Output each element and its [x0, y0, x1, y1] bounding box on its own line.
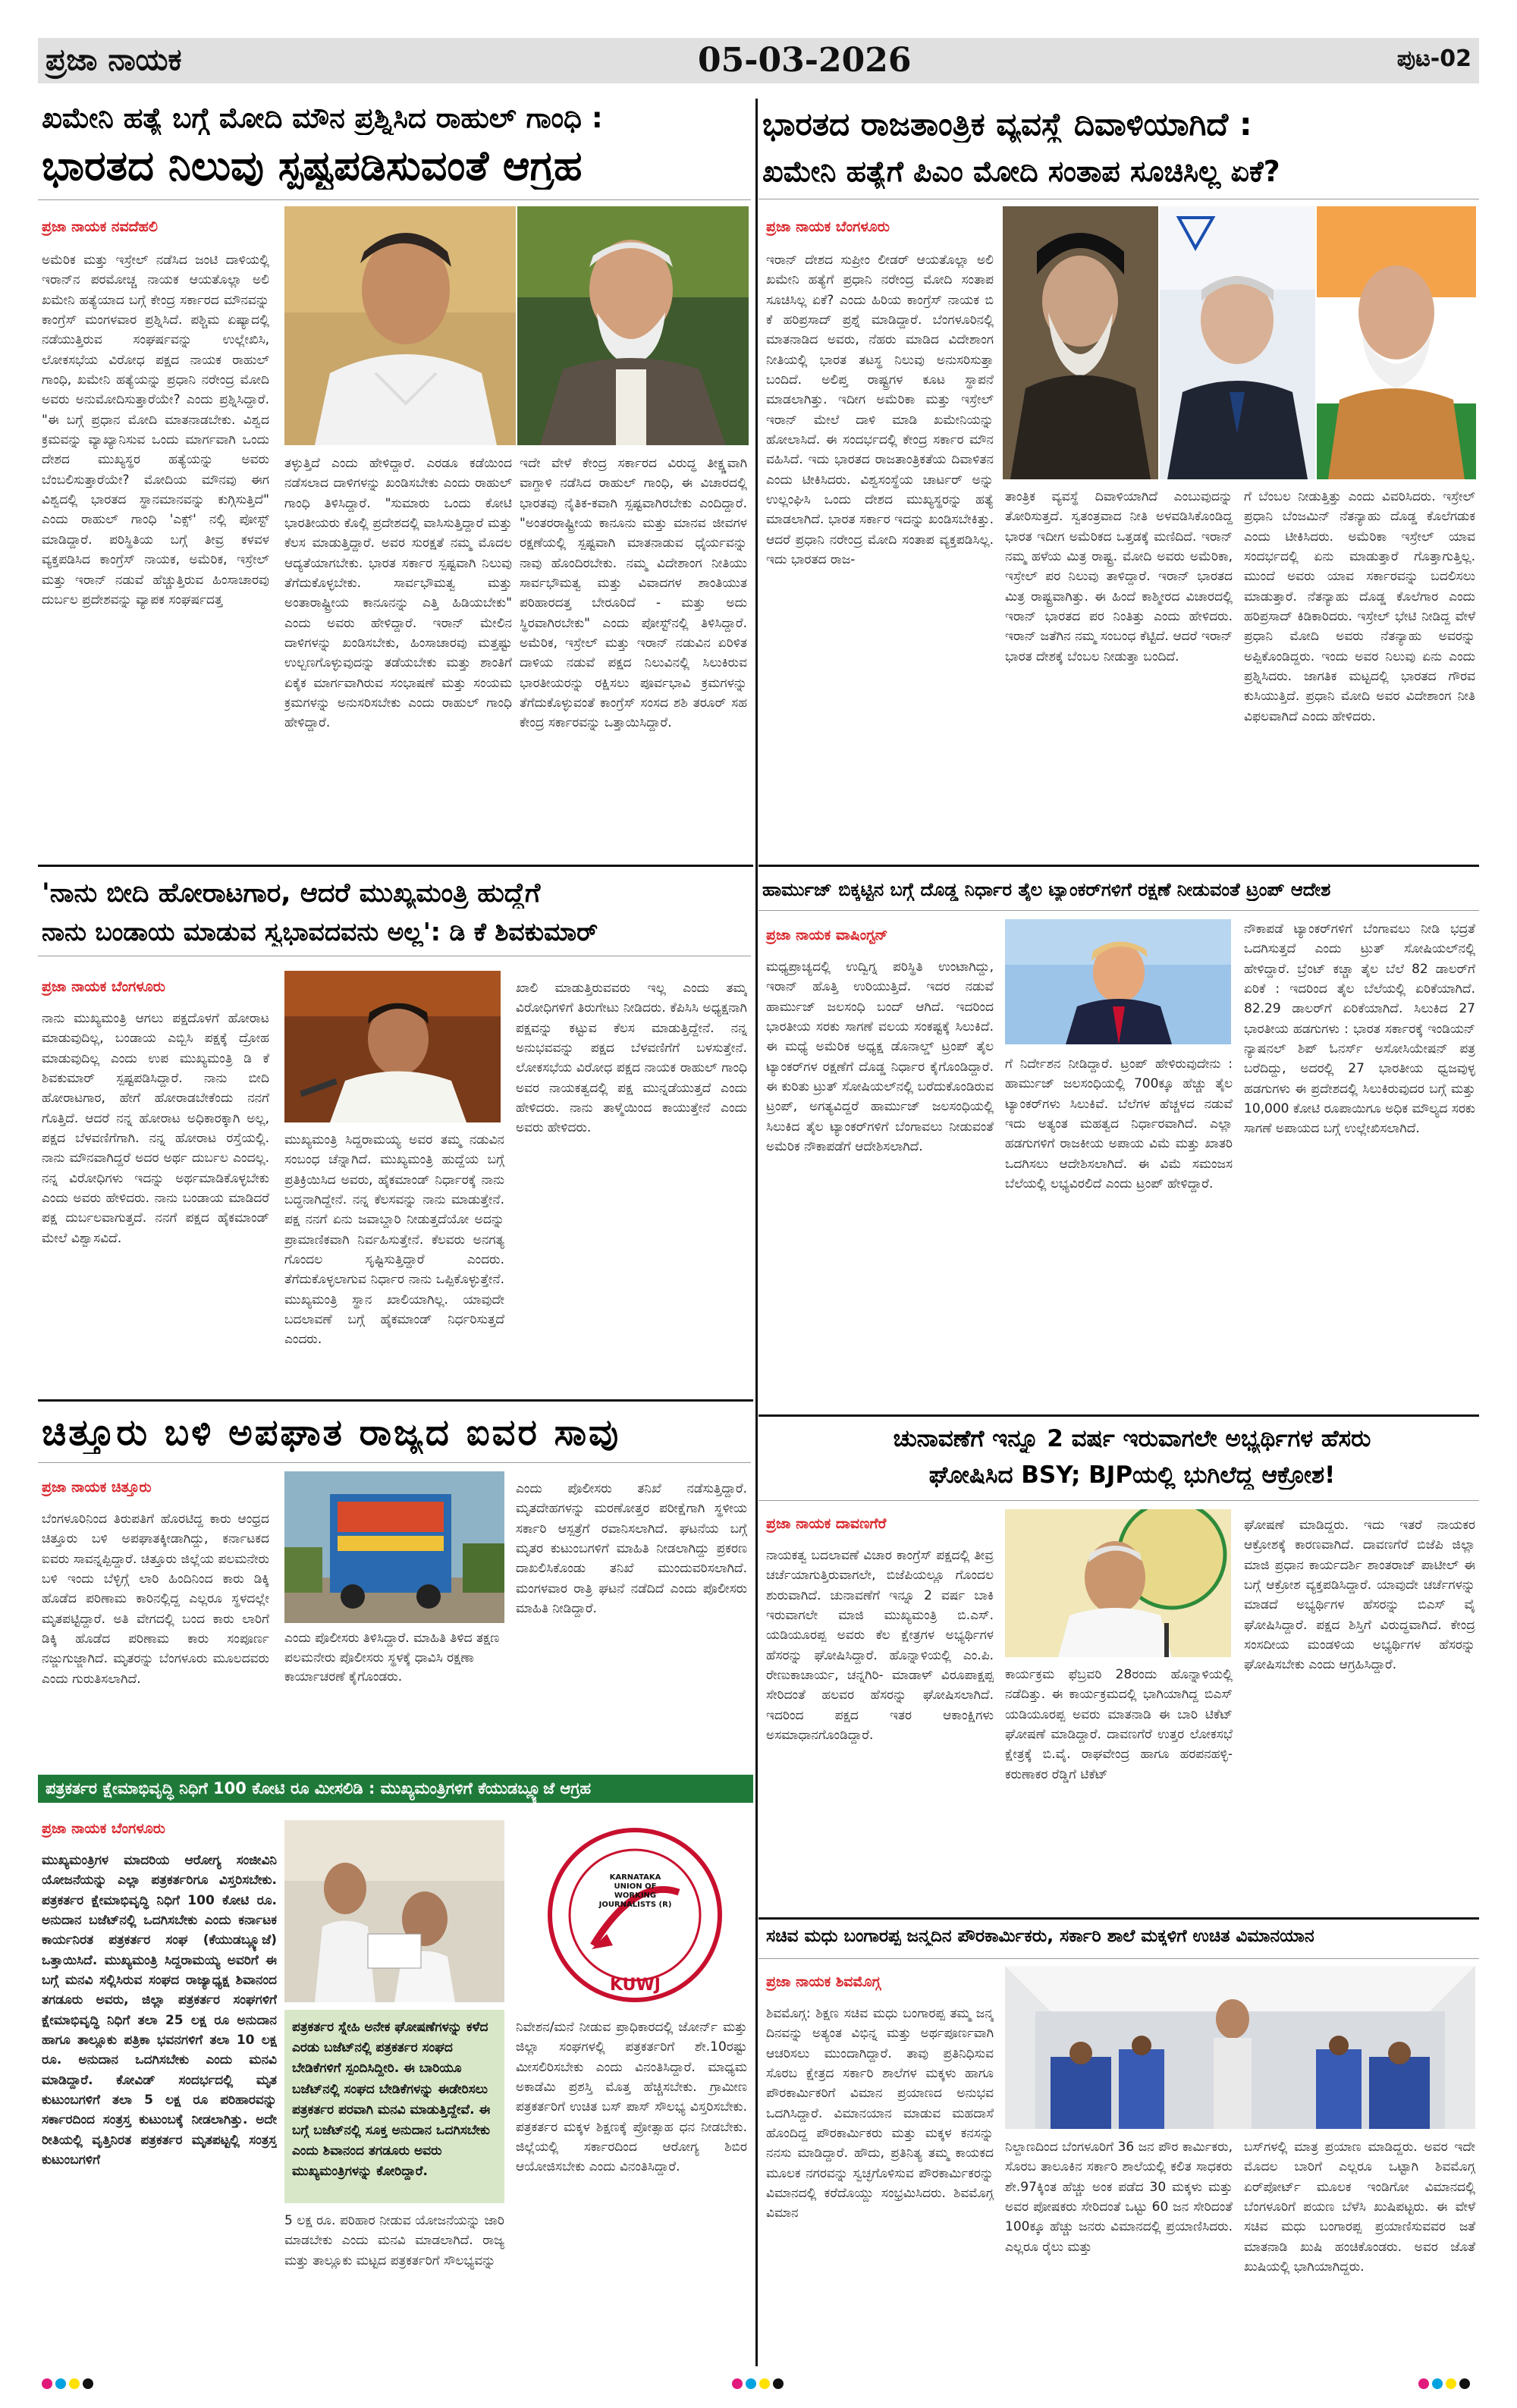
story2-headline: ಭಾರತದ ರಾಜತಾಂತ್ರಿಕ ವ್ಯವಸ್ಥೆ ದಿವಾಳಿಯಾಗಿದೆ : — [762, 106, 1252, 143]
rahul-gandhi-photo — [284, 206, 516, 445]
story7-headline-2: ಘೋಷಿಸಿದ BSY; BJPಯಲ್ಲಿ ಭುಗಿಲೆದ್ದ ಆಕ್ರೋಶ! — [928, 1462, 1336, 1489]
story1-headline: ಭಾರತದ ನಿಲುವು ಸ್ಪಷ್ಟಪಡಿಸುವಂತೆ ಆಗ್ರಹ — [42, 143, 583, 190]
story8-byline: ಪ್ರಜಾ ನಾಯಕ ಶಿವಮೊಗ್ಗ — [766, 1973, 881, 1990]
rule — [758, 910, 1479, 911]
rule — [38, 199, 751, 200]
story4-col3: ನೌಕಾಪಡೆ ಟ್ಯಾಂಕರ್‌ಗಳಿಗೆ ಬೆಂಗಾವಲು ನೀಡಿ ಭದ್ರತೆ ಒದಗಿಸುತ್ತದೆ ಎಂದು ಟ್ರುತ್ ಸೋಷಿಯಲ್‌ನಲ್ಲಿ ಹೇಳಿದ್ದಾರೆ. ಬ್ರೆಂಟ್ ಕಚ್ಚಾ ತೈಲ ಬೆಲೆ 82 ಡಾಲರ್‌ಗೆ ಏರಿಕೆ : ಇದರಿಂದ ತೈಲ ಬೆಲೆಯಲ್ಲಿ ಏರಿಕೆಯಾಗಿದೆ. 82.29 ಡಾಲರ್‌ಗೆ ಏರಿಕೆಯಾಗಿದೆ. ಸಿಲುಕಿದ 27 ಭಾರತೀಯ ಹಡಗುಗಳು : ಭಾರತ ಸರ್ಕಾರಕ್ಕೆ ಇಂಡಿಯನ್ ನ್ಯಾಷನಲ್ ಶಿಪ್ ಓನರ್ಸ್ ಅಸೋಸಿಯೇಷನ್ ಪತ್ರ ಬರೆದಿದ್ದು, ಅದರಲ್ಲಿ 27 ಭಾರತೀಯ ಧ್ವಜವುಳ್ಳ ಹಡಗುಗಳು ಈ ಪ್ರದೇಶದಲ್ಲಿ ಸಿಲುಕಿರುವುದರ ಬಗ್ಗೆ ಮತ್ತು 10,000 ಕೋಟಿ ರೂಪಾಯಿಗೂ ಅಧಿಕ ಮೌಲ್ಯದ ಸರಕು ಸಾಗಣೆ ಅಪಾಯದ ಬಗ್ಗೆ ಉಲ್ಲೇಖಿಸಲಾಗಿದೆ. — [1244, 921, 1475, 1137]
story5-col3: ಎಂದು ಪೊಲೀಸರು ತನಿಖೆ ನಡೆಸುತ್ತಿದ್ದಾರೆ. ಮೃತದೇಹಗಳನ್ನು ಮರಣೋತ್ತರ ಪರೀಕ್ಷೆಗಾಗಿ ಸ್ಥಳೀಯ ಸರ್ಕಾರಿ ಆಸ್ಪತ್ರೆಗೆ ರವಾನಿಸಲಾಗಿದೆ. ಘಟನೆಯ ಬಗ್ಗೆ ಮೃತರ ಕುಟುಂಬಗಳಿಗೆ ಮಾಹಿತಿ ನೀಡಲಾಗಿದ್ದು ಪ್ರಕರಣ ದಾಖಲಿಸಿಕೊಂಡು ತನಿಖೆ ಮುಂದುವರಿಸಲಾಗಿದೆ. ಮಂಗಳವಾರ ರಾತ್ರಿ ಘಟನೆ ನಡೆದಿದೆ ಎಂದು ಪೊಲೀಸರು ಮಾಹಿತಿ ನೀಡಿದ್ದಾರೆ. — [516, 1481, 747, 1617]
story4-headline: ಹಾರ್ಮುಜ್ ಬಿಕ್ಕಟ್ಟಿನ ಬಗ್ಗೆ ದೊಡ್ಡ ನಿರ್ಧಾರ ತೈಲ ಟ್ಯಾಂಕರ್‌ಗಳಿಗೆ ರಕ್ಷಣೆ ನೀಡುವಂತೆ ಟ್ರಂಪ್ ಆದೇಶ — [762, 880, 1331, 900]
story4-col1: ಮಧ್ಯಪ್ರಾಚ್ಯದಲ್ಲಿ ಉದ್ವಿಗ್ನ ಪರಿಸ್ಥಿತಿ ಉಂಟಾಗಿದ್ದು, ಇರಾನ್ ಹೊತ್ತಿ ಉರಿಯುತ್ತಿದೆ. ಇದರ ನಡುವೆ ಹಾರ್ಮುಜ್ ಜಲಸಂಧಿ ಬಂದ್ ಆಗಿದೆ. ಇದರಿಂದ ಭಾರತೀಯ ಸರಕು ಸಾಗಣೆ ವಲಯ ಸಂಕಷ್ಟಕ್ಕೆ ಸಿಲುಕಿದೆ. ಈ ಮಧ್ಯೆ ಅಮೆರಿಕ ಅಧ್ಯಕ್ಷ ಡೊನಾಲ್ಡ್ ಟ್ರಂಪ್ ತೈಲ ಟ್ಯಾಂಕರ್‌ಗಳ ರಕ್ಷಣೆಗೆ ದೊಡ್ಡ ನಿರ್ಧಾರ ಕೈಗೊಂಡಿದ್ದಾರೆ. ಈ ಕುರಿತು ಟ್ರುತ್ ಸೋಷಿಯಲ್‌ನಲ್ಲಿ ಬರೆದುಕೊಂಡಿರುವ ಟ್ರಂಪ್, ಅಗತ್ಯವಿದ್ದರೆ ಹಾರ್ಮುಜ್ ಜಲಸಂಧಿಯಲ್ಲಿ ಸಿಲುಕಿದ ತೈಲ ಟ್ಯಾಂಕರ್‌ಗಳಿಗೆ ಬೆಂಗಾವಲು ನೀಡುವಂತೆ ಅಮೆರಿಕ ನೌಕಾಪಡೆಗೆ ಆದೇಶಿಸಲಾಗಿದೆ. — [766, 959, 994, 1155]
story6-col2-tail: 5 ಲಕ್ಷ ರೂ. ಪರಿಹಾರ ನೀಡುವ ಯೋಜನೆಯನ್ನು ಜಾರಿ ಮಾಡಬೇಕು ಎಂದು ಮನವಿ ಮಾಡಲಾಗಿದೆ. ರಾಜ್ಯ ಮತ್ತು ತಾಲ್ಲೂಕು ಮಟ್ಟದ ಪತ್ರಕರ್ತರಿಗೆ ಸೌಲಭ್ಯವನ್ನು — [284, 2213, 504, 2268]
story7-headline-1: ಚುನಾವಣೆಗೆ ಇನ್ನೂ 2 ವರ್ಷ ಇರುವಾಗಲೇ ಅಭ್ಯರ್ಥಿಗಳ ಹೆಸರು — [893, 1426, 1371, 1452]
story2-col1: ಇರಾನ್ ದೇಶದ ಸುಪ್ರೀಂ ಲೀಡರ್ ಆಯತೊಲ್ಲಾ ಅಲಿ ಖಮೇನಿ ಹತ್ಯೆಗೆ ಪ್ರಧಾನಿ ನರೇಂದ್ರ ಮೋದಿ ಸಂತಾಪ ಸೂಚಿಸಿಲ್ಲ ಏಕೆ? ಎಂದು ಹಿರಿಯ ಕಾಂಗ್ರೆಸ್ ನಾಯಕ ಬಿ ಕೆ ಹರಿಪ್ರಸಾದ್ ಪ್ರಶ್ನೆ ಮಾಡಿದ್ದಾರೆ. ಬೆಂಗಳೂರಿನಲ್ಲಿ ಮಾತನಾಡಿದ ಅವರು, ನೆಹರು ಮಾಡಿದ ವಿದೇಶಾಂಗ ನೀತಿಯಲ್ಲಿ ಭಾರತ ತಟಸ್ಥ ನಿಲುವು ಅನುಸರಿಸುತ್ತಾ ಬಂದಿದೆ. ಅಲಿಪ್ತ ರಾಷ್ಟ್ರಗಳ ಕೂಟ ಸ್ಥಾಪನೆ ಮಾಡಲಾಗಿತ್ತು. ಇದೀಗ ಅಮೆರಿಕಾ ಮತ್ತು ಇಸ್ರೇಲ್ ಇರಾನ್ ಮೇಲೆ ದಾಳಿ ಮಾಡಿ ಖಮೇನಿಯನ್ನು ಹೋಲಾಸಿದೆ. ಈ ಸಂದರ್ಭದಲ್ಲಿ ಕೇಂದ್ರ ಸರ್ಕಾರ ಮೌನ ವಹಿಸಿದೆ. ಇದು ಭಾರತದ ರಾಜತಾಂತ್ರಿಕತೆಯ ದಿವಾಳಿತನ ಎಂದು ಟೀಕಿಸಿದರು. ವಿಶ್ವಸಂಸ್ಥೆಯ ಚಾರ್ಟರ್ ಅನ್ನು ಉಲ್ಲಂಘಿಸಿ ಒಂದು ದೇಶದ ಮುಖ್ಯಸ್ಥರನ್ನು ಹತ್ಯೆ ಮಾಡಲಾಗಿದೆ. ಭಾರತ ಸರ್ಕಾರ ಇದನ್ನು ಖಂಡಿಸಬೇಕಿತ್ತು. ಆದರೆ ಪ್ರಧಾನಿ ನರೇಂದ್ರ ಮೋದಿ ಸಂತಾಪ ವ್ಯಕ್ತಪಡಿಸಿಲ್ಲ. ಇದು ಭಾರತದ ರಾಜ- — [766, 253, 994, 568]
story3-byline: ಪ್ರಜಾ ನಾಯಕ ಬೆಂಗಳೂರು — [42, 978, 165, 995]
kuwj-logo-name: KARNATAKA UNION OF WORKING JOURNALISTS (R) — [598, 1873, 672, 1909]
flight-cabin-photo — [1005, 1966, 1475, 2129]
cm-memorandum-photo — [284, 1820, 504, 2002]
yediyurappa-photo — [1005, 1509, 1231, 1657]
story7-col3: ಘೋಷಣೆ ಮಾಡಿದ್ದರು. ಇದು ಇತರೆ ನಾಯಕರ ಆಕ್ರೋಶಕ್ಕೆ ಕಾರಣವಾಗಿದೆ. ದಾವಣಗೆರೆ ಬಿಜೆಪಿ ಜಿಲ್ಲಾ ಮಾಜಿ ಪ್ರಧಾನ ಕಾರ್ಯದರ್ಶಿ ಶಾಂತರಾಜ್ ಪಾಟೀಲ್ ಈ ಬಗ್ಗೆ ಆಕ್ರೋಶ ವ್ಯಕ್ತಪಡಿಸಿದ್ದಾರೆ. ಯಾವುದೇ ಚರ್ಚೆಗಳನ್ನು ಮಾಡದೆ ಅಭ್ಯರ್ಥಿಗಳ ಹೆಸರನ್ನು ಬಿಎಸ್ ವೈ ಘೋಷಿಸಿದ್ದಾರೆ. ಪಕ್ಷದ ಶಿಸ್ತಿಗೆ ವಿರುದ್ಧವಾಗಿದೆ. ಕೇಂದ್ರ ಸಂಸದೀಯ ಮಂಡಳಿಯ ಅಭ್ಯರ್ಥಿಗಳ ಹೆಸರನ್ನು ಘೋಷಿಸಬೇಕು ಎಂದು ಆಗ್ರಹಿಸಿದ್ದಾರೆ. — [1244, 1518, 1475, 1673]
khamenei-photo — [1003, 206, 1158, 479]
section-rule — [758, 1917, 1479, 1920]
registration-marks-left — [42, 2378, 96, 2392]
rule — [758, 1500, 1479, 1501]
section-rule — [38, 1399, 753, 1402]
story3-col3: ಖಾಲಿ ಮಾಡುತ್ತಿರುವವರು ಇಲ್ಲ ಎಂದು ತಮ್ಮ ವಿರೋಧಿಗಳಿಗೆ ತಿರುಗೇಟು ನೀಡಿದರು. ಕೆಪಿಸಿಸಿ ಅಧ್ಯಕ್ಷನಾಗಿ ಪಕ್ಷವನ್ನು ಕಟ್ಟುವ ಕೆಲಸ ಮಾಡುತ್ತಿದ್ದೇನೆ. ನನ್ನ ಅನುಭವವನ್ನು ಪಕ್ಷದ ಬೆಳವಣಿಗೆಗೆ ಬಳಸುತ್ತೇನೆ. ಲೋಕಸಭೆಯ ವಿರೋಧ ಪಕ್ಷದ ನಾಯಕ ರಾಹುಲ್ ಗಾಂಧಿ ಅವರ ನಾಯಕತ್ವದಲ್ಲಿ ಪಕ್ಷ ಮುನ್ನಡೆಯುತ್ತದೆ ಎಂದು ಹೇಳಿದರು. ನಾನು ತಾಳ್ಮೆಯಿಂದ ಕಾಯುತ್ತೇನೆ ಎಂದು ಅವರು ಹೇಳಿದರು. — [516, 981, 747, 1136]
story2-col3: ಗೆ ಬೆಂಬಲ ನೀಡುತ್ತಿತ್ತು ಎಂದು ವಿವರಿಸಿದರು. ಇಸ್ರೇಲ್ ಪ್ರಧಾನಿ ಬೆಂಜಮಿನ್ ನೆತನ್ಯಾಹು ದೊಡ್ಡ ಕೊಲೆಗಡುಕ ಎಂದು ಟೀಕಿಸಿದರು. ಅಮೆರಿಕಾ ಇಸ್ರೇಲ್ ಯಾವ ಸಂದರ್ಭದಲ್ಲಿ ಏನು ಮಾಡುತ್ತಾರೆ ಗೊತ್ತಾಗುತ್ತಿಲ್ಲ. ಮುಂದೆ ಅವರು ಯಾವ ಸರ್ಕಾರವನ್ನು ಬದಲಿಸಲು ಮಾಡುತ್ತಾರೆ. ನೆತನ್ಯಾಹು ದೊಡ್ಡ ಕೊಲೆಗಾರ ಎಂದು ಹರಿಪ್ರಸಾದ್ ಕಿಡಿಕಾರಿದರು. ಇಸ್ರೇಲ್ ಭೇಟಿ ನೀಡಿದ್ದ ವೇಳೆ ಪ್ರಧಾನಿ ಮೋದಿ ಅವರು ನೆತನ್ಯಾಹು ಅವರನ್ನು ಅಪ್ಪಿಕೊಂಡಿದ್ದರು. ಇಂದು ಅವರ ನಿಲುವು ಏನು ಎಂದು ಪ್ರಶ್ನಿಸಿದರು. ಜಾಗತಿಕ ಮಟ್ಟದಲ್ಲಿ ಭಾರತದ ಗೌರವ ಕುಸಿಯುತ್ತಿದೆ. ಪ್ರಧಾನಿ ಮೋದಿ ಅವರ ವಿದೇಶಾಂಗ ನೀತಿ ವಿಫಲವಾಗಿದೆ ಎಂದು ಹೇಳಿದರು. — [1244, 489, 1475, 724]
story4-byline: ಪ್ರಜಾ ನಾಯಕ ವಾಷಿಂಗ್ಟನ್ — [766, 927, 888, 943]
story3-headline-1: 'ನಾನು ಬೀದಿ ಹೋರಾಟಗಾರ, ಆದರೆ ಮುಖ್ಯಮಂತ್ರಿ ಹುದ್ದೆಗೆ — [42, 878, 541, 909]
story4-col2: ಗೆ ನಿರ್ದೇಶನ ನೀಡಿದ್ದಾರೆ. ಟ್ರಂಪ್ ಹೇಳಿರುವುದೇನು : ಹಾರ್ಮುಜ್ ಜಲಸಂಧಿಯಲ್ಲಿ 700ಕ್ಕೂ ಹೆಚ್ಚು ತೈಲ ಟ್ಯಾಂಕರ್‌ಗಳು ಸಿಲುಕಿವೆ. ಬೆಲೆಗಳ ಹೆಚ್ಚಳದ ನಡುವೆ ಇದು ಅತ್ಯಂತ ಮಹತ್ವದ ನಿರ್ಧಾರವಾಗಿದೆ. ಎಲ್ಲಾ ಹಡಗುಗಳಿಗೆ ರಾಜಕೀಯ ಅಪಾಯ ವಿಮೆ ಮತ್ತು ಖಾತರಿ ಒದಗಿಸಲು ಆದೇಶಿಸಲಾಗಿದೆ. ಈ ವಿಮೆ ಸಮಂಜಸ ಬೆಲೆಯಲ್ಲಿ ಲಭ್ಯವಿರಲಿದೆ ಎಂದು ಟ್ರಂಪ್ ಹೇಳಿದ್ದಾರೆ. — [1005, 1056, 1233, 1192]
masthead-brand: ಪ್ರಜಾ ನಾಯಕ — [46, 42, 182, 77]
story6-col1: ಮುಖ್ಯಮಂತ್ರಿಗಳ ಮಾದರಿಯ ಆರೋಗ್ಯ ಸಂಜೀವಿನಿ ಯೋಜನೆಯನ್ನು ಎಲ್ಲಾ ಪತ್ರಕರ್ತರಿಗೂ ವಿಸ್ತರಿಸಬೇಕು. ಪತ್ರಕರ್ತರ ಕ್ಷೇಮಾಭಿವೃದ್ಧಿ ನಿಧಿಗೆ 100 ಕೋಟಿ ರೂ. ಅನುದಾನ ಬಜೆಟ್‌ನಲ್ಲಿ ಒದಗಿಸಬೇಕು ಎಂದು ಕರ್ನಾಟಕ ಕಾರ್ಯನಿರತ ಪತ್ರಕರ್ತರ ಸಂಘ (ಕೆಯುಡಬ್ಲ್ಯೂಜೆ) ಒತ್ತಾಯಿಸಿದೆ. ಮುಖ್ಯಮಂತ್ರಿ ಸಿದ್ದರಾಮಯ್ಯ ಅವರಿಗೆ ಈ ಬಗ್ಗೆ ಮನವಿ ಸಲ್ಲಿಸಿರುವ ಸಂಘದ ರಾಜ್ಯಾಧ್ಯಕ್ಷ ಶಿವಾನಂದ ತಗಡೂರು ಅವರು, ಜಿಲ್ಲಾ ಪತ್ರಕರ್ತರ ಸಂಘಗಳಿಗೆ ಕ್ಷೇಮಾಭಿವೃದ್ಧಿ ನಿಧಿಗೆ ತಲಾ 25 ಲಕ್ಷ ರೂ ಅನುದಾನ ಹಾಗೂ ತಾಲ್ಲೂಕು ಪತ್ರಿಕಾ ಭವನಗಳಿಗೆ ತಲಾ 10 ಲಕ್ಷ ರೂ. ಅನುದಾನ ಒದಗಿಸಬೇಕು ಎಂದು ಮನವಿ ಮಾಡಿದ್ದಾರೆ. ಕೋವಿಡ್ ಸಂದರ್ಭದಲ್ಲಿ ಮೃತ ಕುಟುಂಬಗಳಿಗೆ ತಲಾ 5 ಲಕ್ಷ ರೂ ಪರಿಹಾರವನ್ನು ಸರ್ಕಾರದಿಂದ ಸಂತ್ರಸ್ತ ಕುಟುಂಬಕ್ಕೆ ನೀಡಲಾಗಿತ್ತು. ಅದೇ ರೀತಿಯಲ್ಲಿ ವೃತ್ತಿನಿರತ ಪತ್ರಕರ್ತರ ಮೃತಪಟ್ಟಲ್ಲಿ ಸಂತ್ರಸ್ತ ಕುಟುಂಬಗಳಿಗೆ — [42, 1853, 277, 2168]
story1-col2: ತಳ್ಳುತ್ತಿದೆ ಎಂದು ಹೇಳಿದ್ದಾರೆ. ಎರಡೂ ಕಡೆಯಿಂದ ನಡೆಸಲಾದ ದಾಳಿಗಳನ್ನು ಖಂಡಿಸಬೇಕು ಎಂದು ರಾಹುಲ್ ಗಾಂಧಿ ತಿಳಿಸಿದ್ದಾರೆ. "ಸುಮಾರು ಒಂದು ಕೋಟಿ ಭಾರತೀಯರು ಕೊಲ್ಲಿ ಪ್ರದೇಶದಲ್ಲಿ ವಾಸಿಸುತ್ತಿದ್ದಾರೆ ಮತ್ತು ಕೆಲಸ ಮಾಡುತ್ತಿದ್ದಾರೆ. ಅವರ ಸುರಕ್ಷತೆ ನಮ್ಮ ಮೊದಲ ಆದ್ಯತೆಯಾಗಬೇಕು. ಭಾರತ ಸರ್ಕಾರ ಸ್ಪಷ್ಟವಾಗಿ ನಿಲುವು ತೆಗೆದುಕೊಳ್ಳಬೇಕು. ಸಾರ್ವಭೌಮತ್ವ ಮತ್ತು ಅಂತಾರಾಷ್ಟ್ರೀಯ ಕಾನೂನನ್ನು ಎತ್ತಿ ಹಿಡಿಯಬೇಕು" ಎಂದು ಅವರು ಹೇಳಿದ್ದಾರೆ. ಇರಾನ್ ಮೇಲಿನ ದಾಳಿಗಳನ್ನು ಖಂಡಿಸಬೇಕು, ಹಿಂಸಾಚಾರವು ಮತ್ತಷ್ಟು ಉಲ್ಬಣಗೊಳ್ಳುವುದನ್ನು ತಡೆಯಬೇಕು ಮತ್ತು ಶಾಂತಿಗೆ ಏಕೈಕ ಮಾರ್ಗವಾಗಿರುವ ಸಂಭಾಷಣೆ ಮತ್ತು ಸಂಯಮ ಕ್ರಮಗಳನ್ನು ಅನುಸರಿಸಬೇಕು ಎಂದು ರಾಹುಲ್ ಗಾಂಧಿ ಹೇಳಿದ್ದಾರೆ. — [284, 456, 512, 731]
story8-col3: ಬಸ್‌ಗಳಲ್ಲಿ ಮಾತ್ರ ಪ್ರಯಾಣ ಮಾಡಿದ್ದರು. ಅವರ ಇದೇ ಮೊದಲ ಬಾರಿಗೆ ಎಲ್ಲರೂ ಒಟ್ಟಾಗಿ ಶಿವಮೊಗ್ಗ ಏರ್‌ಪೋರ್ಟ್ ಮೂಲಕ ಇಂಡಿಗೋ ವಿಮಾನದಲ್ಲಿ ಬೆಂಗಳೂರಿಗೆ ಪಯಣ ಬೆಳೆಸಿ ಖುಷಿಪಟ್ಟರು. ಈ ವೇಳೆ ಸಚಿವ ಮಧು ಬಂಗಾರಪ್ಪ ಪ್ರಯಾಣಿಸುವವರ ಜತೆ ಮಾತನಾಡಿ ಖುಷಿ ಹಂಚಿಕೊಂಡರು. ಅವರ ಜೊತೆ ಖುಷಿಯಲ್ಲಿ ಭಾಗಿಯಾಗಿದ್ದರು. — [1244, 2140, 1475, 2275]
section-rule — [38, 865, 753, 867]
story8-headline: ಸಚಿವ ಮಧು ಬಂಗಾರಪ್ಪ ಜನ್ಮದಿನ ಪೌರಕಾರ್ಮಿಕರು, ಸರ್ಕಾರಿ ಶಾಲೆ ಮಕ್ಕಳಿಗೆ ಉಚಿತ ವಿಮಾನಯಾನ — [766, 1926, 1314, 1946]
story1-col1: ಅಮೆರಿಕ ಮತ್ತು ಇಸ್ರೇಲ್ ನಡೆಸಿದ ಜಂಟಿ ದಾಳಿಯಲ್ಲಿ ಇರಾನ್‌ನ ಪರಮೋಚ್ಚ ನಾಯಕ ಆಯತೊಲ್ಲಾ ಅಲಿ ಖಮೇನಿ ಹತ್ಯೆಯಾದ ಬಗ್ಗೆ ಕೇಂದ್ರ ಸರ್ಕಾರದ ಮೌನವನ್ನು ಕಾಂಗ್ರೆಸ್ ಮಂಗಳವಾರ ಪ್ರಶ್ನಿಸಿದೆ. ಪಶ್ಚಿಮ ಏಷ್ಯಾದಲ್ಲಿ ನಡೆಯುತ್ತಿರುವ ಸಂಘರ್ಷವನ್ನು ಉಲ್ಲೇಖಿಸಿ, ಲೋಕಸಭೆಯ ವಿರೋಧ ಪಕ್ಷದ ನಾಯಕ ರಾಹುಲ್ ಗಾಂಧಿ, ಖಮೇನಿ ಹತ್ಯೆಯನ್ನು ಪ್ರಧಾನಿ ನರೇಂದ್ರ ಮೋದಿ ಅವರು ಅನುಮೋದಿಸುತ್ತಾರೆಯೇ? ಎಂದು ಪ್ರಶ್ನಿಸಿದ್ದಾರೆ. "ಈ ಬಗ್ಗೆ ಪ್ರಧಾನ ಮೋದಿ ಮಾತನಾಡಬೇಕು. ವಿಶ್ವದ ಕ್ರಮವನ್ನು ವ್ಯಾಖ್ಯಾನಿಸುವ ಒಂದು ಮಾರ್ಗವಾಗಿ ಒಂದು ದೇಶದ ಮುಖ್ಯಸ್ಥರ ಹತ್ಯೆಯನ್ನು ಅವರು ಬೆಂಬಲಿಸುತ್ತಾರೆಯೇ? ಮೋದಿಯ ಮೌನವು ಈಗ ವಿಶ್ವದಲ್ಲಿ ಭಾರತದ ಸ್ಥಾನಮಾನವನ್ನು ಕುಗ್ಗಿಸುತ್ತಿದೆ" ಎಂದು ರಾಹುಲ್ ಗಾಂಧಿ 'ಎಕ್ಸ್' ನಲ್ಲಿ ಪೋಸ್ಟ್ ಮಾಡಿದ್ದಾರೆ. ಪರಿಸ್ಥಿತಿಯ ಬಗ್ಗೆ ತೀವ್ರ ಕಳವಳ ವ್ಯಕ್ತಪಡಿಸಿದ ಕಾಂಗ್ರೆಸ್ ನಾಯಕ, ಅಮೆರಿಕ, ಇಸ್ರೇಲ್ ಮತ್ತು ಇರಾನ್ ನಡುವೆ ಹೆಚ್ಚುತ್ತಿರುವ ಹಿಂಸಾಚಾರವು ದುರ್ಬಲ ಪ್ರದೇಶವನ್ನು ವ್ಯಾಪಕ ಸಂಘರ್ಷದತ್ತ — [42, 253, 269, 607]
story6-highlight-box: ಪತ್ರಕರ್ತರ ಸ್ನೇಹಿ ಅನೇಕ ಘೋಷಣೆಗಳನ್ನು ಕಳೆದ ಎರಡು ಬಜೆಟ್‌ನಲ್ಲಿ ಪತ್ರಕರ್ತರ ಸಂಘದ ಬೇಡಿಕೆಗಳಿಗೆ ಸ್ಪಂದಿಸಿದ್ದೀರಿ. ಈ ಬಾರಿಯೂ ಬಜೆಟ್‌ನಲ್ಲಿ ಸಂಘದ ಬೇಡಿಕೆಗಳನ್ನು ಈಡೇರಿಸಲು ಪತ್ರಕರ್ತರ ಪರವಾಗಿ ಮನವಿ ಮಾಡುತ್ತಿದ್ದೇವೆ. ಈ ಬಗ್ಗೆ ಬಜೆಟ್‌ನಲ್ಲಿ ಸೂಕ್ತ ಅನುದಾನ ಒದಗಿಸಬೇಕು ಎಂದು ಶಿವಾನಂದ ತಗಡೂರು ಅವರು ಮುಖ್ಯಮಂತ್ರಿಗಳನ್ನು ಕೋರಿದ್ದಾರೆ. — [284, 2010, 504, 2203]
story7-byline: ಪ್ರಜಾ ನಾಯಕ ದಾವಣಗೆರೆ — [766, 1515, 887, 1532]
accident-truck-photo — [284, 1471, 504, 1623]
story6-col3: ನಿವೇಶನ/ಮನೆ ನೀಡುವ ಪ್ರಾಧಿಕಾರದಲ್ಲಿ ಜೋರ್ನ್ ಮತ್ತು ಜಿಲ್ಲಾ ಸಂಘಗಳಲ್ಲಿ ಪತ್ರಕರ್ತರಿಗೆ ಶೇ.10ರಷ್ಟು ಮೀಸಲಿರಿಸಬೇಕು ಎಂದು ವಿನಂತಿಸಿದ್ದಾರೆ. ಮಾಧ್ಯಮ ಅಕಾಡೆಮಿ ಪ್ರಶಸ್ತಿ ಮೊತ್ತ ಹೆಚ್ಚಿಸಬೇಕು. ಗ್ರಾಮೀಣ ಪತ್ರಕರ್ತರಿಗೆ ಉಚಿತ ಬಸ್ ಪಾಸ್ ಸೌಲಭ್ಯ ವಿಸ್ತರಿಸಬೇಕು. ಪತ್ರಕರ್ತರ ಮಕ್ಕಳ ಶಿಕ್ಷಣಕ್ಕೆ ಪ್ರೋತ್ಸಾಹ ಧನ ನೀಡಬೇಕು. ಜಿಲ್ಲೆಯಲ್ಲಿ ಸರ್ಕಾರದಿಂದ ಆರೋಗ್ಯ ಶಿಬಿರ ಆಯೋಜಿಸಬೇಕು ಎಂದು ವಿನಂತಿಸಿದ್ದಾರೆ. — [516, 2020, 747, 2175]
masthead — [38, 38, 1479, 83]
narendra-modi-photo — [517, 206, 749, 445]
story5-caption: ಎಂದು ಪೊಲೀಸರು ತಿಳಿಸಿದ್ದಾರೆ. ಮಾಹಿತಿ ತಿಳಿದ ತಕ್ಷಣ ಪಲಮನೇರು ಪೊಲೀಸರು ಸ್ಥಳಕ್ಕೆ ಧಾವಿಸಿ ರಕ್ಷಣಾ ಕಾರ್ಯಾಚರಣೆ ಕೈಗೊಂಡರು. — [284, 1631, 500, 1684]
registration-marks-center — [732, 2378, 787, 2392]
story2-subhead: ಖಮೇನಿ ಹತ್ಯೆಗೆ ಪಿಎಂ ಮೋದಿ ಸಂತಾಪ ಸೂಚಿಸಿಲ್ಲ ಏಕೆ? — [762, 155, 1280, 188]
dk-shivakumar-photo — [284, 971, 501, 1122]
story7-col2: ಕಾರ್ಯಕ್ರಮ ಫೆಬ್ರವರಿ 28ರಂದು ಹೊನ್ನಾಳಿಯಲ್ಲಿ ನಡೆದಿತ್ತು. ಈ ಕಾರ್ಯಕ್ರಮದಲ್ಲಿ ಭಾಗಿಯಾಗಿದ್ದ ಬಿಎಸ್ ಯಡಿಯೂರಪ್ಪ ಅವರು ಮಾತನಾಡಿ ಈ ಬಾರಿ ಟಿಕೆಟ್ ಘೋಷಣೆ ಮಾಡಿದ್ದಾರೆ. ದಾವಣಗೆರೆ ಉತ್ತರ ಲೋಕಸಭೆ ಕ್ಷೇತ್ರಕ್ಕೆ ಬಿ.ವೈ. ರಾಘವೇಂದ್ರ ಹಾಗೂ ಹರಪನಹಳ್ಳಿ-ಕರುಣಾಕರ ರೆಡ್ಡಿಗೆ ಟಿಕೆಟ್ — [1005, 1667, 1233, 1782]
masthead-date: 05-03-2026 — [698, 41, 912, 80]
story1-col3: ಇದೇ ವೇಳೆ ಕೇಂದ್ರ ಸರ್ಕಾರದ ವಿರುದ್ಧ ತೀಕ್ಷ್ಣವಾಗಿ ವಾಗ್ದಾಳಿ ನಡೆಸಿದ ರಾಹುಲ್ ಗಾಂಧಿ, ಈ ವಿಚಾರದಲ್ಲಿ ಭಾರತವು ನೈತಿಕ-ಕವಾಗಿ ಸ್ಪಷ್ಟವಾಗಿರಬೇಕು ಎಂದಿದ್ದಾರೆ. "ಅಂತರರಾಷ್ಟ್ರೀಯ ಕಾನೂನು ಮತ್ತು ಮಾನವ ಜೀವಗಳ ರಕ್ಷಣೆಯಲ್ಲಿ ಸ್ಪಷ್ಟವಾಗಿ ಮಾತನಾಡುವ ಧೈರ್ಯವನ್ನು ನಾವು ಹೊಂದಿರಬೇಕು. ನಮ್ಮ ವಿದೇಶಾಂಗ ನೀತಿಯು ಸಾರ್ವಭೌಮತ್ವ ಮತ್ತು ವಿವಾದಗಳ ಶಾಂತಿಯುತ ಪರಿಹಾರದತ್ತ ಬೇರೂರಿದೆ - ಮತ್ತು ಅದು ಸ್ಥಿರವಾಗಿರಬೇಕು" ಎಂದು ಪೋಸ್ಟ್‌ನಲ್ಲಿ ತಿಳಿಸಿದ್ದಾರೆ. ಅಮೆರಿಕ, ಇಸ್ರೇಲ್ ಮತ್ತು ಇರಾನ್ ನಡುವಿನ ಏರಿಳಿತ ದಾಳಿಯ ನಡುವೆ ಪಕ್ಷದ ನಿಲುವಿನಲ್ಲಿ ಸಿಲುಕಿರುವ ಭಾರತೀಯರನ್ನು ರಕ್ಷಿಸಲು ಪೂರ್ವಭಾವಿ ಕ್ರಮಗಳನ್ನು ತೆಗೆದುಕೊಳ್ಳುವಂತೆ ಕಾಂಗ್ರೆಸ್ ಸಂಸದ ಶಶಿ ತರೂರ್ ಸಹ ಕೇಂದ್ರ ಸರ್ಕಾರವನ್ನು ಒತ್ತಾಯಿಸಿದ್ದಾರೆ. — [520, 456, 747, 731]
story5-headline: ಚಿತ್ತೂರು ಬಳಿ ಅಪಘಾತ ರಾಜ್ಯದ ಐವರ ಸಾವು — [42, 1412, 621, 1454]
story3-col2: ಮುಖ್ಯಮಂತ್ರಿ ಸಿದ್ದರಾಮಯ್ಯ ಅವರ ತಮ್ಮ ನಡುವಿನ ಸಂಬಂಧ ಚೆನ್ನಾಗಿದೆ. ಮುಖ್ಯಮಂತ್ರಿ ಹುದ್ದೆಯ ಬಗ್ಗೆ ಪ್ರತಿಕ್ರಿಯಿಸಿದ ಅವರು, ಹೈಕಮಾಂಡ್ ನಿರ್ಧಾರಕ್ಕೆ ನಾನು ಬದ್ಧನಾಗಿದ್ದೇನೆ. ನನ್ನ ಕೆಲಸವನ್ನು ನಾನು ಮಾಡುತ್ತೇನೆ. ಪಕ್ಷ ನನಗೆ ಏನು ಜವಾಬ್ದಾರಿ ನೀಡುತ್ತದೆಯೋ ಅದನ್ನು ಪ್ರಾಮಾಣಿಕವಾಗಿ ನಿರ್ವಹಿಸುತ್ತೇನೆ. ಕೆಲವರು ಅನಗತ್ಯ ಗೊಂದಲ ಸೃಷ್ಟಿಸುತ್ತಿದ್ದಾರೆ ಎಂದರು. ತೆಗೆದುಕೊಳ್ಳಲಾಗುವ ನಿರ್ಧಾರ ನಾನು ಒಪ್ಪಿಕೊಳ್ಳುತ್ತೇನೆ. ಮುಖ್ಯಮಂತ್ರಿ ಸ್ಥಾನ ಖಾಲಿಯಾಗಿಲ್ಲ. ಯಾವುದೇ ಬದಲಾವಣೆ ಬಗ್ಗೆ ಹೈಕಮಾಂಡ್ ನಿರ್ಧರಿಸುತ್ತದೆ ಎಂದರು. — [284, 1132, 504, 1348]
modi-photo-2 — [1317, 206, 1476, 479]
story5-byline: ಪ್ರಜಾ ನಾಯಕ ಚಿತ್ತೂರು — [42, 1479, 152, 1496]
rule — [758, 1958, 1479, 1959]
story1-byline: ಪ್ರಜಾ ನಾಯಕ ನವದೆಹಲಿ — [42, 218, 158, 235]
section-rule — [758, 865, 1479, 867]
story1-kicker: ಖಮೇನಿ ಹತ್ಯೆ ಬಗ್ಗೆ ಮೋದಿ ಮೌನ ಪ್ರಶ್ನಿಸಿದ ರಾಹುಲ್ ಗಾಂಧಿ : — [42, 102, 603, 134]
story5-col1: ಬೆಂಗಳೂರಿನಿಂದ ತಿರುಪತಿಗೆ ಹೊರಟಿದ್ದ ಕಾರು ಆಂಧ್ರದ ಚಿತ್ತೂರು ಬಳಿ ಅಪಘಾತಕ್ಕೀಡಾಗಿದ್ದು, ಕರ್ನಾಟಕದ ಐವರು ಸಾವನ್ನಪ್ಪಿದ್ದಾರೆ. ಚಿತ್ತೂರು ಜಿಲ್ಲೆಯ ಪಲಮನೇರು ಬಳಿ ಇಂದು ಬೆಳ್ಳಿಗ್ಗೆ ಲಾರಿ ಹಿಂದಿನಿಂದ ಕಾರು ಡಿಕ್ಕಿ ಹೊಡೆದ ಪರಿಣಾಮ ಕಾರಿನಲ್ಲಿದ್ದ ಎಲ್ಲರೂ ಸ್ಥಳದಲ್ಲೇ ಮೃತಪಟ್ಟಿದ್ದಾರೆ. ಅತಿ ವೇಗದಲ್ಲಿ ಬಂದ ಕಾರು ಲಾರಿಗೆ ಡಿಕ್ಕಿ ಹೊಡೆದ ಪರಿಣಾಮ ಕಾರು ಸಂಪೂರ್ಣ ನಜ್ಜುಗುಜ್ಜಾಗಿದೆ. ಮೃತರನ್ನು ಬೆಂಗಳೂರು ಮೂಲದವರು ಎಂದು ಗುರುತಿಸಲಾಗಿದೆ. — [42, 1512, 269, 1687]
kuwj-logo — [523, 1820, 747, 2010]
story7-col1: ನಾಯಕತ್ವ ಬದಲಾವಣೆ ವಿಚಾರ ಕಾಂಗ್ರೆಸ್ ಪಕ್ಷದಲ್ಲಿ ತೀವ್ರ ಚರ್ಚೆಯಾಗುತ್ತಿರುವಾಗಲೇ, ಬಿಜೆಪಿಯಲ್ಲೂ ಗೊಂದಲ ಶುರುವಾಗಿದೆ. ಚುನಾವಣೆಗೆ ಇನ್ನೂ 2 ವರ್ಷ ಬಾಕಿ ಇರುವಾಗಲೇ ಮಾಜಿ ಮುಖ್ಯಮಂತ್ರಿ ಬಿ.ಎಸ್. ಯಡಿಯೂರಪ್ಪ ಅವರು ಕೆಲ ಕ್ಷೇತ್ರಗಳ ಅಭ್ಯರ್ಥಿಗಳ ಹೆಸರನ್ನು ಘೋಷಿಸಿದ್ದಾರೆ. ಹೊನ್ನಾಳಿಯಲ್ಲಿ ಎಂ.ಪಿ. ರೇಣುಕಾಚಾರ್ಯ, ಚನ್ನಗಿರಿ- ಮಾಡಾಳ್ ವಿರೂಪಾಕ್ಷಪ್ಪ ಸೇರಿದಂತೆ ಹಲವರ ಹೆಸರನ್ನು ಘೋಷಿಸಲಾಗಿದೆ. ಇದರಿಂದ ಪಕ್ಷದ ಇತರ ಆಕಾಂಕ್ಷಿಗಳು ಅಸಮಾಧಾನಗೊಂಡಿದ್ದಾರೆ. — [766, 1548, 994, 1744]
story2-col2: ತಾಂತ್ರಿಕ ವ್ಯವಸ್ಥೆ ದಿವಾಳಿಯಾಗಿದೆ ಎಂಬುವುದನ್ನು ತೋರಿಸುತ್ತದೆ. ಸ್ವತಂತ್ರವಾದ ನೀತಿ ಅಳವಡಿಸಿಕೊಂಡಿದ್ದ ಭಾರತ ಇದೀಗ ಅಮೆರಿಕದ ಒತ್ತಡಕ್ಕೆ ಮಣಿದಿದೆ. ಇರಾನ್ ನಮ್ಮ ಹಳೆಯ ಮಿತ್ರ ರಾಷ್ಟ್ರ. ಮೋದಿ ಅವರು ಅಮೆರಿಕಾ, ಇಸ್ರೇಲ್ ಪರ ನಿಲುವು ತಾಳಿದ್ದಾರೆ. ಇರಾನ್ ಭಾರತದ ಮಿತ್ರ ರಾಷ್ಟ್ರವಾಗಿತ್ತು. ಈ ಹಿಂದೆ ಕಾಶ್ಮೀರದ ವಿಚಾರದಲ್ಲಿ ಇರಾನ್ ಭಾರತದ ಪರ ನಿಂತಿತ್ತು ಎಂದು ಹೇಳಿದರು. ಇರಾನ್ ಜತೆಗಿನ ನಮ್ಮ ಸಂಬಂಧ ಕೆಟ್ಟಿದೆ. ಆದರೆ ಇರಾನ್ ಭಾರತ ದೇಶಕ್ಕೆ ಬೆಂಬಲ ನೀಡುತ್ತಾ ಬಂದಿದೆ. — [1005, 489, 1233, 664]
story3-headline-2: ನಾನು ಬಂಡಾಯ ಮಾಡುವ ಸ್ವಭಾವದವನು ಅಲ್ಲ': ಡಿ ಕೆ ಶಿವಕುಮಾರ್ — [42, 918, 598, 947]
story8-col1: ಶಿವಮೊಗ್ಗ: ಶಿಕ್ಷಣ ಸಚಿವ ಮಧು ಬಂಗಾರಪ್ಪ ತಮ್ಮ ಜನ್ಮ ದಿನವನ್ನು ಅತ್ಯಂತ ವಿಭಿನ್ನ ಮತ್ತು ಅರ್ಥಪೂರ್ಣವಾಗಿ ಆಚರಿಸಲು ಮುಂದಾಗಿದ್ದಾರೆ. ತಾವು ಪ್ರತಿನಿಧಿಸುವ ಸೊರಬ ಕ್ಷೇತ್ರದ ಸರ್ಕಾರಿ ಶಾಲೆಗಳ ಮಕ್ಕಳು ಹಾಗೂ ಪೌರಕಾರ್ಮಿಕರಿಗೆ ವಿಮಾನ ಪ್ರಯಾಣದ ಅನುಭವ ಒದಗಿಸಿದ್ದಾರೆ. ವಿಮಾನಯಾನ ಮಾಡುವ ಮಹದಾಸೆ ಹೊಂದಿದ್ದ ಪೌರಕಾರ್ಮಿಕರು ಮತ್ತು ಮಕ್ಕಳ ಕನಸನ್ನು ನನಸು ಮಾಡಿದ್ದಾರೆ. ಹೌದು, ಪ್ರತಿನಿತ್ಯ ತಮ್ಮ ಕಾಯಕದ ಮೂಲಕ ನಗರವನ್ನು ಸ್ವಚ್ಛಗೊಳಿಸುವ ಪೌರಕಾರ್ಮಿಕರನ್ನು ವಿಮಾನದಲ್ಲಿ ಕರೆದೊಯ್ದು ಸಂಭ್ರಮಿಸಿದರು. ಶಿವಮೊಗ್ಗ ವಿಮಾನ — [766, 2006, 994, 2221]
section-rule — [758, 1414, 1479, 1417]
kuwj-logo-abbr: KUWJ — [610, 1976, 661, 1995]
netanyahu-photo — [1160, 206, 1315, 479]
registration-marks-right — [1418, 2378, 1473, 2392]
column-divider — [755, 99, 758, 2366]
story6-banner: ಪತ್ರಕರ್ತರ ಕ್ಷೇಮಾಭಿವೃದ್ಧಿ ನಿಧಿಗೆ 100 ಕೋಟಿ ರೂ ಮೀಸಲಿಡಿ : ಮುಖ್ಯಮಂತ್ರಿಗಳಿಗೆ ಕೆಯುಡಬ್ಲ್ಯೂಜೆ ಆಗ್ರಹ — [38, 1775, 753, 1803]
trump-photo — [1005, 919, 1231, 1044]
rule — [38, 1462, 751, 1463]
page-number: ಪುಟ-02 — [1396, 46, 1471, 72]
story3-col1: ನಾನು ಮುಖ್ಯಮಂತ್ರಿ ಆಗಲು ಪಕ್ಷದೊಳಗೆ ಹೋರಾಟ ಮಾಡುವುದಿಲ್ಲ, ಬಂಡಾಯ ಎಬ್ಬಿಸಿ ಪಕ್ಷಕ್ಕೆ ದ್ರೋಹ ಮಾಡುವುದಿಲ್ಲ ಎಂದು ಉಪ ಮುಖ್ಯಮಂತ್ರಿ ಡಿ ಕೆ ಶಿವಕುಮಾರ್ ಸ್ಪಷ್ಟಪಡಿಸಿದ್ದಾರೆ. ನಾನು ಬೀದಿ ಹೋರಾಟಗಾರ, ಹೇಗೆ ಹೋರಾಡಬೇಕೆಂದು ನನಗೆ ಗೊತ್ತಿದೆ. ಆದರೆ ನನ್ನ ಹೋರಾಟ ಅಧಿಕಾರಕ್ಕಾಗಿ ಅಲ್ಲ, ಪಕ್ಷದ ಬೆಳವಣಿಗೆಗಾಗಿ. ನನ್ನ ಹೋರಾಟ ರಸ್ತೆಯಲ್ಲಿ. ನಾನು ಮೌನವಾಗಿದ್ದರೆ ಅದರ ಅರ್ಥ ದುರ್ಬಲ ಎಂದಲ್ಲ. ನನ್ನ ವಿರೋಧಿಗಳು ಇದನ್ನು ಅರ್ಥಮಾಡಿಕೊಳ್ಳಬೇಕು ಎಂದು ಅವರು ಹೇಳಿದರು. ನಾನು ಬಂಡಾಯ ಮಾಡಿದರೆ ಪಕ್ಷ ದುರ್ಬಲವಾಗುತ್ತದೆ. ನನಗೆ ಪಕ್ಷದ ಹೈಕಮಾಂಡ್ ಮೇಲೆ ವಿಶ್ವಾಸವಿದೆ. — [42, 1011, 269, 1246]
story8-col2: ನಿಲ್ದಾಣದಿಂದ ಬೆಂಗಳೂರಿಗೆ 36 ಜನ ಪೌರ ಕಾರ್ಮಿಕರು, ಸೊರಬ ತಾಲೂಕಿನ ಸರ್ಕಾರಿ ಶಾಲೆಯಲ್ಲಿ ಕಲಿತ ಸಾಧಕರು ಶೇ.97ಕ್ಕಿಂತ ಹೆಚ್ಚು ಅಂಕ ಪಡೆದ 30 ಮಕ್ಕಳು ಮತ್ತು ಅವರ ಪೋಷಕರು ಸೇರಿದಂತೆ ಒಟ್ಟು 60 ಜನ ಸೇರಿದಂತೆ 100ಕ್ಕೂ ಹೆಚ್ಚು ಜನರು ವಿಮಾನದಲ್ಲಿ ಪ್ರಯಾಣಿಸಿದರು. ಎಲ್ಲರೂ ರೈಲು ಮತ್ತು — [1005, 2140, 1233, 2255]
story6-byline: ಪ್ರಜಾ ನಾಯಕ ಬೆಂಗಳೂರು — [42, 1820, 165, 1837]
story2-byline: ಪ್ರಜಾ ನಾಯಕ ಬೆಂಗಳೂರು — [766, 218, 890, 235]
